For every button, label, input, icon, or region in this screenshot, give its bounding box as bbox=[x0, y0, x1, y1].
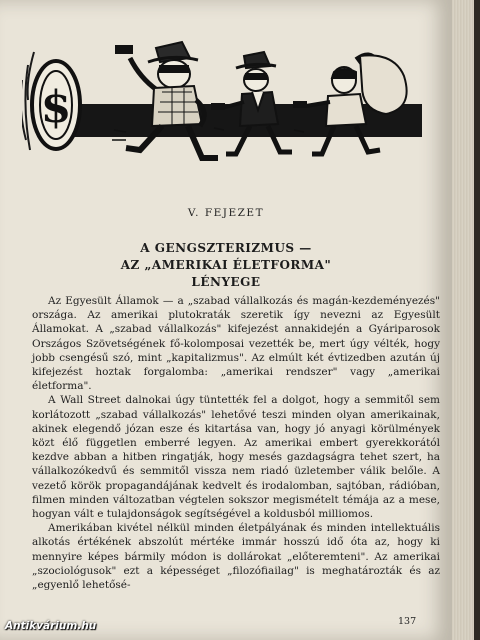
chapter-heading: V. FEJEZET bbox=[187, 207, 265, 219]
gangster-figure-icon bbox=[294, 53, 407, 154]
chapter-title-line: A GENGSZTERIZMUS — bbox=[140, 241, 312, 255]
paragraph: Az Egyesült Államok — a „szabad vállalkozás és magán-kezdeményezés" országa. Az amerikai plutokraták szeretik így nevezni az Egyesült Államokat. A „szabad vállalkozás" kifejezést annakidején a Gyáriparosok Országos Szövetségének fő-kolomposai vezették be, mert úgy vélték, hogy jobb csengésű szó, mint „kapitalizmus". Az elmúlt két évtizedben azután új kifejezést hoztak forgalomba: „amerikai rendszer" vagy „amerikai életforma". bbox=[32, 295, 440, 393]
paragraph: Amerikában kivétel nélkül minden életpályának és minden intellektuális alkotás értékének abszolút mértéke immár hosszú idő óta az, hogy ki mennyire képes bármily módon is dollárokat „előteremteni". Az amerikai „szociológusok" ezt a képességet „filozófiailag" is meghatározták és az „egyenlő lehetősé- bbox=[32, 522, 440, 592]
dollar-coin-icon bbox=[32, 61, 80, 149]
chapter-title-line: AZ „AMERIKAI ÉLETFORMA" bbox=[120, 258, 332, 272]
chapter-title bbox=[0, 240, 452, 291]
coin-dollar-sign: $ bbox=[40, 82, 72, 133]
paragraph: A Wall Street dalnokai úgy tüntették fel a dolgot, hogy a semmitől sem korlátozott „szabad vállalkozás" lehetővé teszi minden olyan amerikainak, akinek elegendő józan esze és kitartása van, hogy jó anyagi körülmények közt élő független emberré legyen. Az amerikai embert gyerekkorától kezdve abban a hitben ringatják, hogy mesés gazdagságra tehet szert, ha vállalkozókedvű és semmitől vissza nem riadó üzletember válik belőle. A vezető körök propagandájának kedvelt és irodalomban, sajtóban, rádióban, filmen minden változatban végtelen sokszor megismételt témája az a mese, hogyan vált e tulajdonságok segítségével a koldusból milliomos. bbox=[32, 394, 440, 521]
book-page-edges bbox=[452, 0, 480, 640]
watermark: Antikvárium.hu bbox=[5, 620, 97, 632]
chapter-title-line: LÉNYEGE bbox=[191, 275, 261, 289]
body-text bbox=[32, 294, 440, 592]
gangster-figure-icon bbox=[116, 42, 218, 158]
gangster-figure-icon bbox=[212, 52, 292, 154]
page-number: 137 bbox=[398, 616, 417, 627]
gangster-illustration bbox=[22, 30, 422, 180]
